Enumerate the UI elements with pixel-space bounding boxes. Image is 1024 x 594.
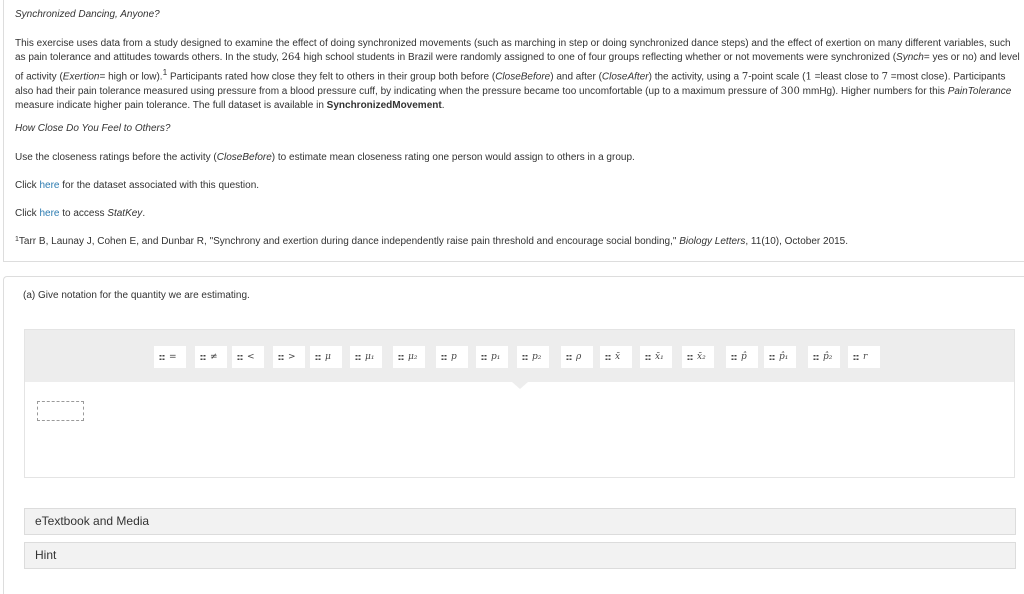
question-description: This exercise uses data from a study designed to examine the effect of doing synchronized movements (such as marching in step or doing synchronized dance steps) and the effect of exertion on many different variables, such as pain tolerance and attitudes towards others. In the study, 264 high school students in Brazil were randomly assigned to one of four groups reflecting whether or not movements were synchronized (Synch= yes or no) and level of activity (Exertion= high or low).$^1$ Participants rated how close they felt to others in their group both before (CloseBefore) and after (CloseAfter) the activity, using a 7-point scale (1 =least close to 7 =most close). Participants also had their pain tolerance measured using pressure from a blood pressure cuff, by indicating when the pressure became too uncomfortable (up to a maximum pressure of 300 mmHg). Higher numbers for this PainTolerance measure indicate higher pain tolerance. The full dataset is available in SynchronizedMovement. [15, 38, 1020, 112]
token-mu[interactable]: μ [310, 346, 342, 368]
drag-grip-icon [813, 354, 819, 361]
token-not-equal[interactable]: ≠ [195, 346, 227, 368]
token-p-hat-2[interactable]: p̂₂ [808, 346, 840, 368]
token-r[interactable]: r [848, 346, 880, 368]
symbol-palette [25, 330, 1014, 382]
dataset-name: SynchronizedMovement [326, 100, 442, 112]
answer-panel [3, 276, 1024, 594]
footnote-marker: 1 [162, 67, 168, 78]
drag-grip-icon [853, 354, 859, 361]
token-less-than[interactable]: < [232, 346, 264, 368]
dataset-link-line: Click here for the dataset associated with this question. [15, 180, 260, 191]
dataset-link[interactable]: here [39, 180, 60, 191]
token-p-2[interactable]: p₂ [517, 346, 549, 368]
token-rho[interactable]: ρ [561, 346, 593, 368]
notation-editor [24, 329, 1015, 478]
footnote: $^1$Tarr B, Launay J, Cohen E, and Dunbar R, "Synchrony and exertion during dance independently raise pain threshold and encourage social bonding," Biology Letters, 11(10), October 2015. [15, 236, 849, 247]
token-x-bar-2[interactable]: x̄₂ [682, 346, 714, 368]
token-p[interactable]: p [436, 346, 468, 368]
drag-grip-icon [566, 354, 572, 361]
token-p-1[interactable]: p₁ [476, 346, 508, 368]
statkey-link-line: Click here to access StatKey. [15, 208, 146, 219]
drag-grip-icon [645, 354, 651, 361]
question-subtitle: How Close Do You Feel to Others? [15, 123, 171, 134]
hint-button[interactable]: Hint [24, 542, 1016, 569]
drag-grip-icon [522, 354, 528, 361]
etextbook-and-media-button[interactable]: eTextbook and Media [24, 508, 1016, 535]
drag-grip-icon [731, 354, 737, 361]
drag-grip-icon [769, 354, 775, 361]
statkey-link[interactable]: here [39, 208, 60, 219]
question-instruction: Use the closeness ratings before the activity (CloseBefore) to estimate mean closeness rating one person would assign to others in a group. [15, 152, 635, 163]
drag-grip-icon [441, 354, 447, 361]
drag-grip-icon [605, 354, 611, 361]
drag-grip-icon [315, 354, 321, 361]
drag-grip-icon [687, 354, 693, 361]
token-mu-2[interactable]: μ₂ [393, 346, 425, 368]
drag-grip-icon [481, 354, 487, 361]
drag-grip-icon [278, 354, 284, 361]
token-mu-1[interactable]: μ₁ [350, 346, 382, 368]
token-x-bar[interactable]: x̄ [600, 346, 632, 368]
drag-grip-icon [200, 354, 206, 361]
token-x-bar-1[interactable]: x̄₁ [640, 346, 672, 368]
token-p-hat[interactable]: p̂ [726, 346, 758, 368]
token-greater-than[interactable]: > [273, 346, 305, 368]
token-p-hat-1[interactable]: p̂₁ [764, 346, 796, 368]
part-a-label: (a) Give notation for the quantity we are estimating. [23, 290, 250, 301]
drag-grip-icon [159, 354, 165, 361]
drag-grip-icon [237, 354, 243, 361]
question-panel [3, 0, 1024, 262]
question-title: Synchronized Dancing, Anyone? [15, 9, 160, 20]
drag-grip-icon [355, 354, 361, 361]
drag-grip-icon [398, 354, 404, 361]
palette-pointer [512, 382, 528, 389]
token-equals[interactable]: = [154, 346, 186, 368]
answer-drop-zone[interactable] [37, 401, 84, 421]
